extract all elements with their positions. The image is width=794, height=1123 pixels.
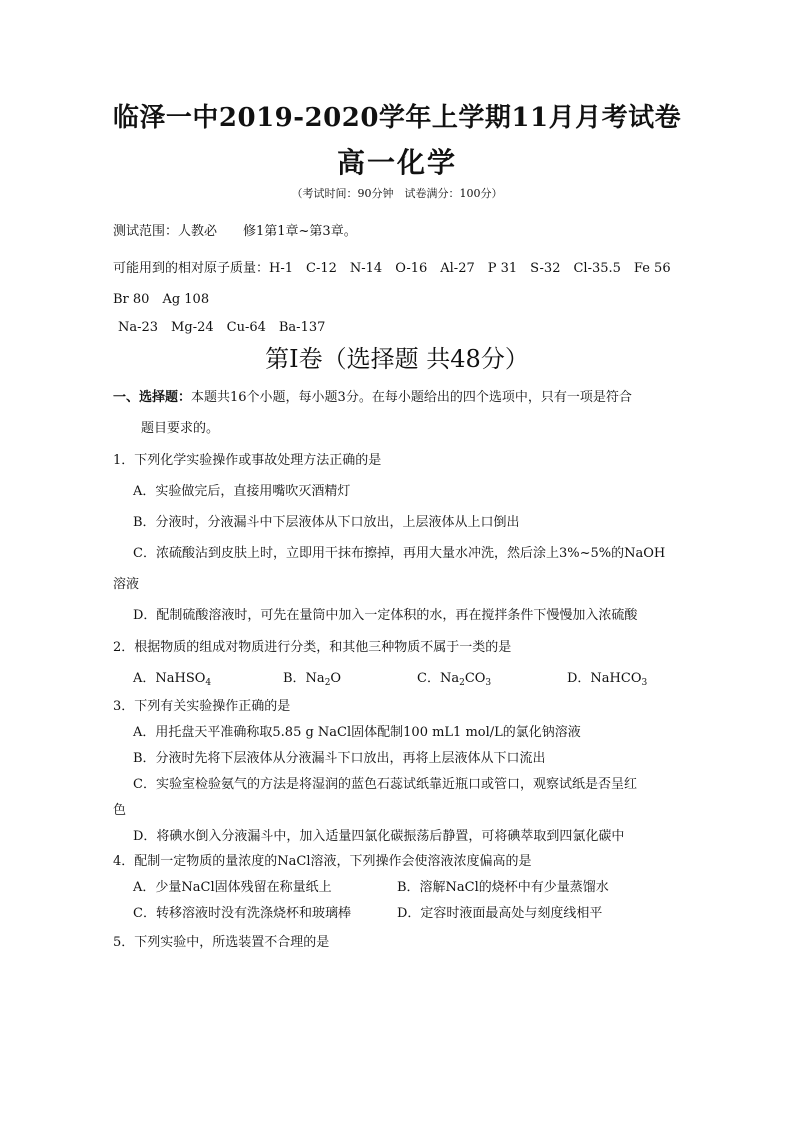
test-scope: 测试范围：人教必 修1第1章~第3章。 (113, 224, 357, 239)
section-instruction-line-2: 题目要求的。 (141, 421, 220, 436)
question-2-option-a: A．NaHSO$_4$ (133, 671, 212, 688)
question-3-option-a: A．用托盘天平准确称取5.85 g NaCl固体配制100 mL1 mol/L的氯化钠溶液 (133, 725, 581, 740)
question-5-stem: 5．下列实验中，所选装置不合理的是 (113, 935, 330, 950)
section-title: 第Ⅰ卷（选择题 共48分） (265, 345, 529, 373)
section-instruction (113, 389, 632, 407)
question-4-option-d: D．定容时液面最高处与刻度线相平 (397, 906, 603, 921)
question-1-option-a: A．实验做完后，直接用嘴吹灭酒精灯 (133, 484, 351, 499)
question-1-stem: 1．下列化学实验操作或事故处理方法正确的是 (113, 453, 382, 468)
question-2-option-c: C．$Na_2CO_3$ (417, 671, 492, 688)
question-1-option-c: C．浓硫酸沾到皮肤上时，立即用干抹布擦掉，再用大量水冲洗，然后涂上3%~5%的NaOH (133, 546, 666, 561)
question-2-option-b: B．$Na_2O$ (283, 671, 342, 688)
exam-title: 临泽一中2019-2020学年上学期11月月考试卷 (112, 103, 682, 133)
instruction-label: 一、选择题： (113, 390, 192, 405)
question-4-stem: 4．配制一定物质的量浓度的NaCl溶液，下列操作会使溶液浓度偏高的是 (113, 854, 532, 869)
atomic-masses-line-1: 可能用到的相对原子质量：H-1 C-12 N-14 O-16 Al-27 P 31 S-32 Cl-35.5 Fe 56 (113, 261, 671, 276)
question-1-option-c-continued: 溶液 (113, 577, 140, 592)
atomic-masses-line-2: Br 80 Ag 108 (113, 292, 210, 307)
question-3-option-c: C．实验室检验氨气的方法是将湿润的蓝色石蕊试纸靠近瓶口或管口，观察试纸是否呈红 (133, 777, 637, 792)
instruction-text: 本题共16个小题，每小题3分。在每小题给出的四个选项中，只有一项是符合 (191, 390, 632, 405)
question-4-option-b: B．溶解NaCl的烧杯中有少量蒸馏水 (397, 880, 609, 895)
question-3-option-c-continued: 色 (113, 803, 127, 818)
question-3-stem: 3．下列有关实验操作正确的是 (113, 699, 291, 714)
question-3-option-b: B．分液时先将下层液体从分液漏斗下口放出，再将上层液体从下口流出 (133, 751, 546, 766)
question-1-option-d: D．配制硫酸溶液时，可先在量筒中加入一定体积的水，再在搅拌条件下慢慢加入浓硫酸 (133, 608, 638, 623)
question-2-stem: 2．根据物质的组成对物质进行分类，和其他三种物质不属于一类的是 (113, 640, 512, 655)
question-4-option-c: C．转移溶液时没有洗涤烧杯和玻璃棒 (133, 906, 351, 921)
question-4-option-a: A．少量NaCl固体残留在称量纸上 (133, 880, 332, 895)
question-2-option-d: D．NaHCO$_3$ (567, 671, 648, 688)
question-3-option-d: D．将碘水倒入分液漏斗中，加入适量四氯化碳振荡后静置，可将碘萃取到四氯化碳中 (133, 829, 625, 844)
exam-time-note: （考试时间：90分钟 试卷满分：100分） (291, 187, 503, 200)
atomic-masses-line-3: Na-23 Mg-24 Cu-64 Ba-137 (118, 320, 326, 335)
exam-subject: 高一化学 (336, 146, 457, 179)
question-1-option-b: B．分液时，分液漏斗中下层液体从下口放出，上层液体从上口倒出 (133, 515, 520, 530)
